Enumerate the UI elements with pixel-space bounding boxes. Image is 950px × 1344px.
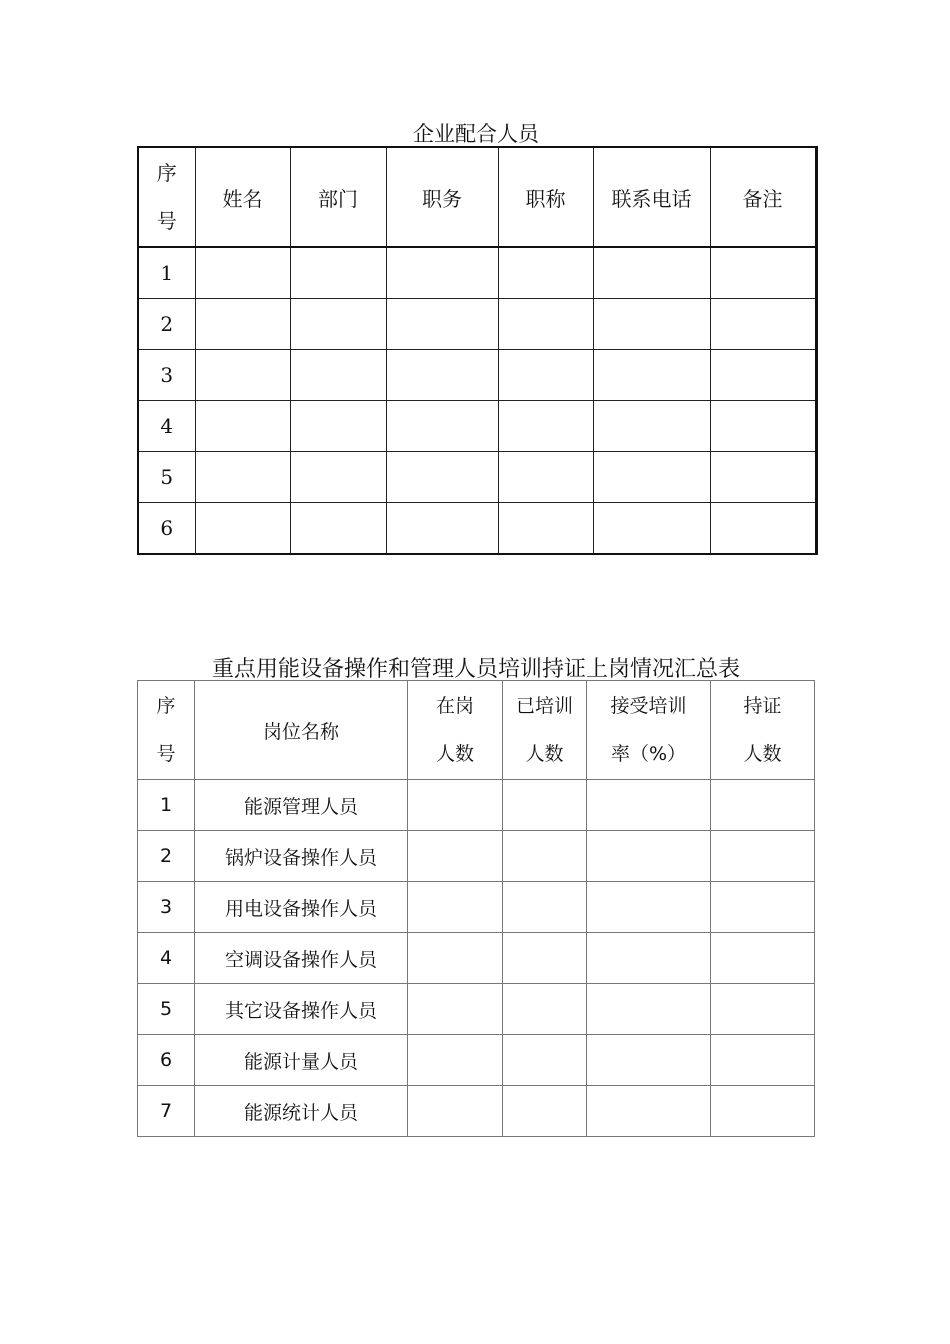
empty-cell[interactable]: [503, 933, 587, 984]
empty-cell[interactable]: [290, 452, 386, 503]
table-row: [138, 831, 815, 882]
empty-cell[interactable]: [386, 503, 498, 555]
table-row: [138, 933, 815, 984]
empty-cell[interactable]: [710, 299, 816, 350]
empty-cell[interactable]: [195, 299, 290, 350]
empty-cell[interactable]: [593, 503, 710, 555]
empty-cell[interactable]: [408, 1035, 503, 1086]
empty-cell[interactable]: [498, 350, 593, 401]
post-name-header: 岗位名称: [195, 681, 408, 780]
table2-title: 重点用能设备操作和管理人员培训持证上岗情况汇总表: [211, 657, 740, 682]
empty-cell[interactable]: [587, 1035, 711, 1086]
table-header-row: [138, 147, 816, 247]
empty-cell[interactable]: [593, 452, 710, 503]
row-seq: 7: [138, 1086, 195, 1137]
row-seq: 1: [138, 780, 195, 831]
duty-header: 职务: [386, 147, 498, 247]
empty-cell[interactable]: [711, 984, 815, 1035]
empty-cell[interactable]: [710, 401, 816, 452]
table-row: [138, 247, 816, 299]
row-post-name: 其它设备操作人员: [195, 984, 408, 1035]
table-row: [138, 452, 816, 503]
empty-cell[interactable]: [710, 247, 816, 299]
row-post-name: 能源管理人员: [195, 780, 408, 831]
empty-cell[interactable]: [290, 503, 386, 555]
table-row: [138, 1035, 815, 1086]
training-rate-header: 接受培训 率（%）: [587, 681, 711, 780]
empty-cell[interactable]: [498, 247, 593, 299]
note-header: 备注: [710, 147, 816, 247]
empty-cell[interactable]: [195, 350, 290, 401]
empty-cell[interactable]: [587, 984, 711, 1035]
empty-cell[interactable]: [587, 831, 711, 882]
row-seq: 5: [138, 984, 195, 1035]
empty-cell[interactable]: [290, 299, 386, 350]
empty-cell[interactable]: [711, 933, 815, 984]
empty-cell[interactable]: [503, 831, 587, 882]
empty-cell[interactable]: [408, 831, 503, 882]
empty-cell[interactable]: [503, 1035, 587, 1086]
table-header-row: [138, 681, 815, 780]
row-seq: 4: [138, 401, 195, 452]
name-header: 姓名: [195, 147, 290, 247]
training-summary-table: [137, 680, 815, 1137]
empty-cell[interactable]: [711, 831, 815, 882]
empty-cell[interactable]: [195, 247, 290, 299]
empty-cell[interactable]: [503, 1086, 587, 1137]
empty-cell[interactable]: [593, 247, 710, 299]
empty-cell[interactable]: [503, 780, 587, 831]
empty-cell[interactable]: [498, 299, 593, 350]
row-seq: 2: [138, 299, 195, 350]
empty-cell[interactable]: [498, 503, 593, 555]
table-row: [138, 299, 816, 350]
dept-header: 部门: [290, 147, 386, 247]
empty-cell[interactable]: [290, 401, 386, 452]
rank-header: 职称: [498, 147, 593, 247]
table-row: [138, 984, 815, 1035]
empty-cell[interactable]: [386, 299, 498, 350]
certified-header: 持证 人数: [711, 681, 815, 780]
empty-cell[interactable]: [587, 933, 711, 984]
phone-header: 联系电话: [593, 147, 710, 247]
empty-cell[interactable]: [503, 984, 587, 1035]
empty-cell[interactable]: [498, 452, 593, 503]
empty-cell[interactable]: [386, 452, 498, 503]
seq-header: 序 号: [138, 681, 195, 780]
row-seq: 6: [138, 1035, 195, 1086]
table-row: [138, 503, 816, 555]
empty-cell[interactable]: [408, 984, 503, 1035]
empty-cell[interactable]: [386, 401, 498, 452]
row-seq: 3: [138, 350, 195, 401]
row-seq: 5: [138, 452, 195, 503]
empty-cell[interactable]: [290, 350, 386, 401]
empty-cell[interactable]: [503, 882, 587, 933]
empty-cell[interactable]: [710, 350, 816, 401]
table-row: [138, 780, 815, 831]
empty-cell[interactable]: [710, 503, 816, 555]
seq-header: 序 号: [138, 147, 195, 247]
empty-cell[interactable]: [711, 1035, 815, 1086]
row-seq: 4: [138, 933, 195, 984]
row-seq: 6: [138, 503, 195, 555]
empty-cell[interactable]: [498, 401, 593, 452]
enterprise-staff-table: [137, 146, 818, 555]
empty-cell[interactable]: [195, 503, 290, 555]
row-post-name: 锅炉设备操作人员: [195, 831, 408, 882]
empty-cell[interactable]: [408, 882, 503, 933]
empty-cell[interactable]: [593, 401, 710, 452]
empty-cell[interactable]: [711, 1086, 815, 1137]
row-post-name: 能源计量人员: [195, 1035, 408, 1086]
empty-cell[interactable]: [593, 299, 710, 350]
empty-cell[interactable]: [593, 350, 710, 401]
table-row: [138, 350, 816, 401]
table-row: [138, 882, 815, 933]
onduty-header: 在岗 人数: [408, 681, 503, 780]
empty-cell[interactable]: [711, 780, 815, 831]
empty-cell[interactable]: [195, 401, 290, 452]
empty-cell[interactable]: [386, 350, 498, 401]
trained-header: 已培训 人数: [503, 681, 587, 780]
empty-cell[interactable]: [408, 780, 503, 831]
empty-cell[interactable]: [710, 452, 816, 503]
table-row: [138, 1086, 815, 1137]
empty-cell[interactable]: [587, 780, 711, 831]
row-post-name: 空调设备操作人员: [195, 933, 408, 984]
empty-cell[interactable]: [408, 933, 503, 984]
row-seq: 3: [138, 882, 195, 933]
empty-cell[interactable]: [587, 882, 711, 933]
empty-cell[interactable]: [195, 452, 290, 503]
empty-cell[interactable]: [587, 1086, 711, 1137]
empty-cell[interactable]: [711, 882, 815, 933]
empty-cell[interactable]: [290, 247, 386, 299]
table1-title: 企业配合人员: [413, 122, 539, 146]
row-seq: 2: [138, 831, 195, 882]
row-post-name: 用电设备操作人员: [195, 882, 408, 933]
row-post-name: 能源统计人员: [195, 1086, 408, 1137]
empty-cell[interactable]: [408, 1086, 503, 1137]
empty-cell[interactable]: [386, 247, 498, 299]
row-seq: 1: [138, 247, 195, 299]
table-row: [138, 401, 816, 452]
